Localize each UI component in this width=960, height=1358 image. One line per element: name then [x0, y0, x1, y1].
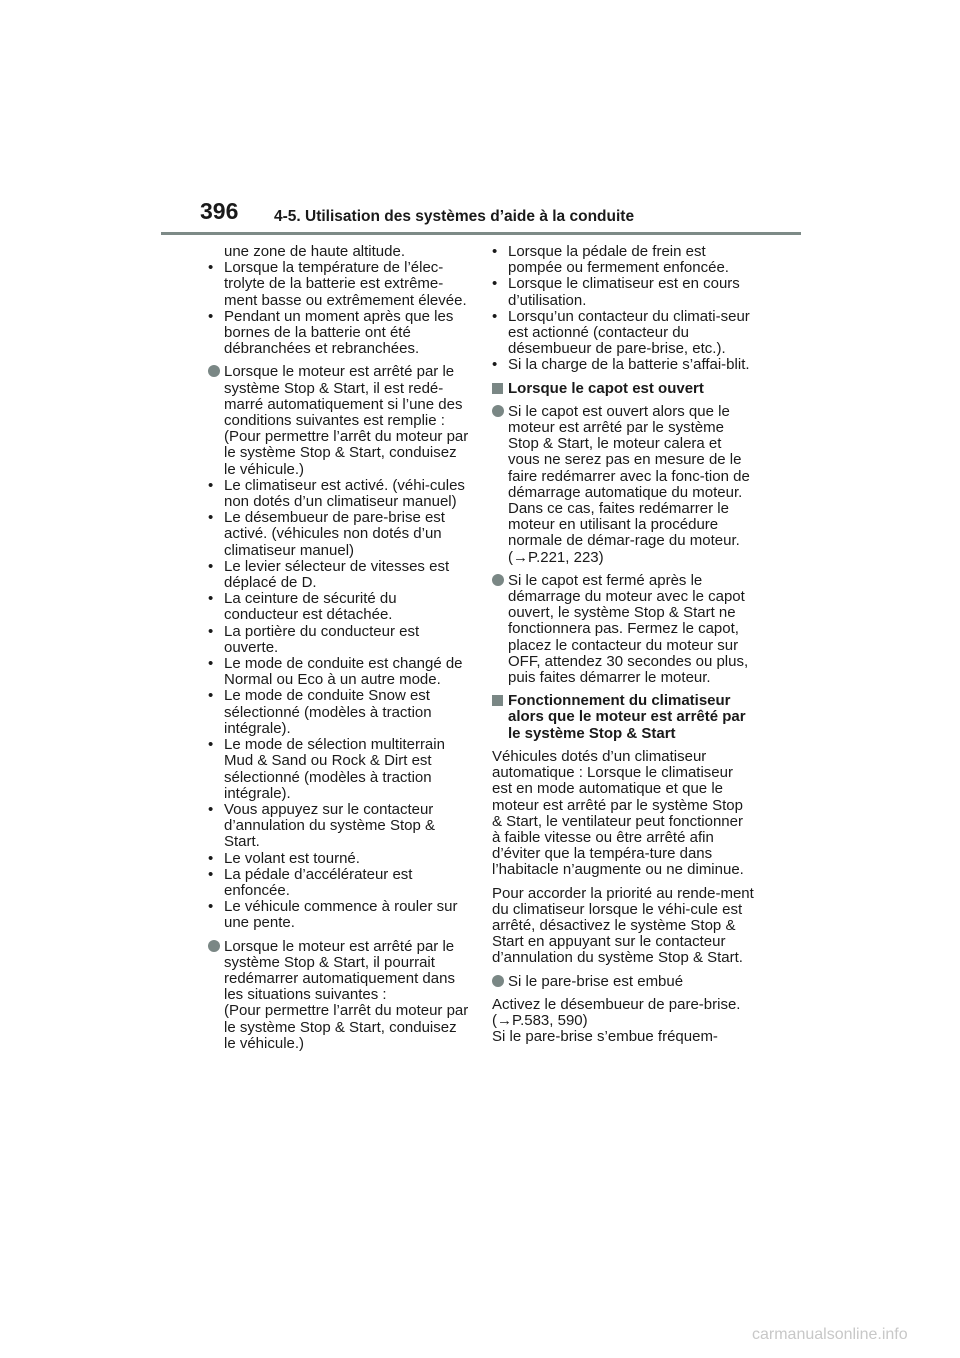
list-item: • Lorsque la température de l’élec-trolyte de la batterie est extrême-ment basse ou extrêmement élevée.	[208, 259, 467, 309]
dot-item-fogged-windshield: Si le pare-brise est embué	[492, 974, 754, 990]
list-item: • Le climatiseur est activé. (véhi-cules non dotés d’un climatiseur manuel)	[208, 476, 465, 511]
bullet-mark: •	[492, 307, 498, 325]
list-item: • La portière du conducteur est ouverte.	[208, 622, 420, 656]
list-item: • Le mode de sélection multiterrain Mud & Sand ou Rock & Dirt est sélectionné (modèles à traction intégrale).	[208, 736, 445, 802]
left-column	[208, 244, 470, 1052]
dot-item-hood-closed: Si le capot est fermé après le démarrage du moteur avec le capot ouvert, le système Stop & Start ne fonctionnera pas. Fermez le capot, placez le contacteur du moteur sur OFF, attendez 30 secondes ou plus, puis faites démarrer le moteur.	[492, 573, 754, 686]
paragraph-defogger: Activez le désembueur de pare-brise. (→P.583, 590)	[492, 995, 741, 1029]
heading-hood-open: Lorsque le capot est ouvert	[492, 381, 754, 397]
list-item: • Le volant est tourné.	[208, 849, 360, 867]
bullet-mark: •	[208, 622, 214, 640]
paragraph-auto-ac: Véhicules dotés d’un climatiseur automatique : Lorsque le climatiseur est en mode automatique et que le moteur est arrêté par le système Stop & Start, le ventilateur peut fonctionner à faible vitesse ou être arrêté afin d’éviter que la tempéra-ture dans l’habitacle n’augmente ou ne diminue.	[492, 747, 744, 879]
bullet-mark: •	[208, 590, 214, 608]
list-item: • La ceinture de sécurité du conducteur est détachée.	[208, 590, 397, 624]
list-item: • Pendant un moment après que les bornes de la batterie ont été débranchées et rebranchées.	[208, 307, 454, 358]
round-bullet-icon	[208, 940, 220, 952]
list-item: • Le mode de conduite Snow est sélectionné (modèles à traction intégrale).	[208, 687, 432, 737]
list-item: • La pédale d’accélérateur est enfoncée.	[208, 865, 413, 899]
bullet-mark: •	[208, 307, 214, 325]
list-item: • Vous appuyez sur le contacteur d’annulation du système Stop & Start.	[208, 800, 435, 851]
right-column	[492, 244, 754, 1045]
paragraph-continuation: une zone de haute altitude.	[224, 243, 405, 260]
square-bullet-icon	[492, 695, 503, 706]
bullet-mark: •	[492, 243, 498, 260]
list-item: • Le mode de conduite est changé de Normal ou Eco à un autre mode.	[208, 655, 463, 689]
watermark-text: carmanualsonline.info	[752, 1326, 908, 1343]
bullet-mark: •	[208, 736, 214, 754]
bullet-mark: •	[208, 849, 214, 867]
bullet-mark: •	[208, 655, 214, 673]
bullet-mark: •	[208, 509, 214, 527]
note-text: (Pour permettre l’arrêt du moteur par le système Stop & Start, conduisez le véhicule.)	[224, 1002, 469, 1052]
round-bullet-icon	[492, 405, 504, 417]
paragraph-fog-frequent: Si le pare-brise s’embue fréquem-	[492, 1028, 718, 1046]
list-item: • Lorsqu’un contacteur du climati-seur est actionné (contacteur du désembueur de pare-brise, etc.).	[492, 307, 750, 358]
bullet-mark: •	[208, 800, 214, 818]
page-header	[0, 0, 960, 240]
dot-item-hood-open: Si le capot est ouvert alors que le moteur est arrêté par le système Stop & Start, le moteur calera et vous ne serez pas en mesure de le faire redémarrer avec la fonc-tion de démarrage automatique du moteur. Dans ce cas, faites redémarrer le moteur en utilisant la procédure normale de démar-rage du moteur. (→P.221, 223)	[492, 404, 754, 566]
round-bullet-icon	[492, 975, 504, 987]
bullet-mark: •	[208, 476, 214, 494]
bullet-mark: •	[208, 687, 214, 705]
bullet-mark: •	[208, 865, 214, 883]
bullet-mark: •	[208, 259, 214, 277]
header-divider	[161, 232, 801, 235]
section-title: 4-5. Utilisation des systèmes d’aide à la conduite	[274, 208, 635, 225]
list-item: • Lorsque la pédale de frein est pompée ou fermement enfoncée.	[492, 243, 729, 277]
dot-item-auto-restart: Lorsque le moteur est arrêté par le système Stop & Start, il pourrait redémarrer automatiquement dans les situations suivantes :	[208, 939, 470, 1004]
page-number: 396	[200, 198, 239, 224]
list-item: • Le véhicule commence à rouler sur une pente.	[208, 898, 458, 932]
bullet-mark: •	[208, 557, 214, 575]
list-item: • Lorsque le climatiseur est en cours d’utilisation.	[492, 275, 740, 309]
round-bullet-icon	[208, 365, 220, 377]
round-bullet-icon	[492, 574, 504, 586]
bullet-mark: •	[492, 275, 498, 293]
bullet-mark: •	[208, 898, 214, 916]
note-text: (Pour permettre l’arrêt du moteur par le système Stop & Start, conduisez le véhicule.)	[224, 428, 469, 478]
list-item: • Le levier sélecteur de vitesses est déplacé de D.	[208, 557, 450, 592]
bullet-mark: •	[492, 356, 498, 374]
list-item: • Si la charge de la batterie s’affai-blit.	[492, 356, 750, 374]
square-bullet-icon	[492, 383, 503, 394]
heading-ac-operation: Fonctionnement du climatiseur alors que le moteur est arrêté par le système Stop & Start	[492, 693, 754, 742]
dot-item-restart-conditions: Lorsque le moteur est arrêté par le système Stop & Start, il est redé-marré automatiquement si l’une des conditions suivantes est remplie :	[208, 364, 470, 429]
paragraph-ac-priority: Pour accorder la priorité au rende-ment du climatiseur lorsque le véhi-cule est arrêté, désactivez le système Stop & Start en appuyant sur le contacteur d’annulation du système Stop & Start.	[492, 884, 754, 967]
list-item: • Le désembueur de pare-brise est activé. (véhicules non dotés d’un climatiseur manuel)	[208, 509, 445, 559]
